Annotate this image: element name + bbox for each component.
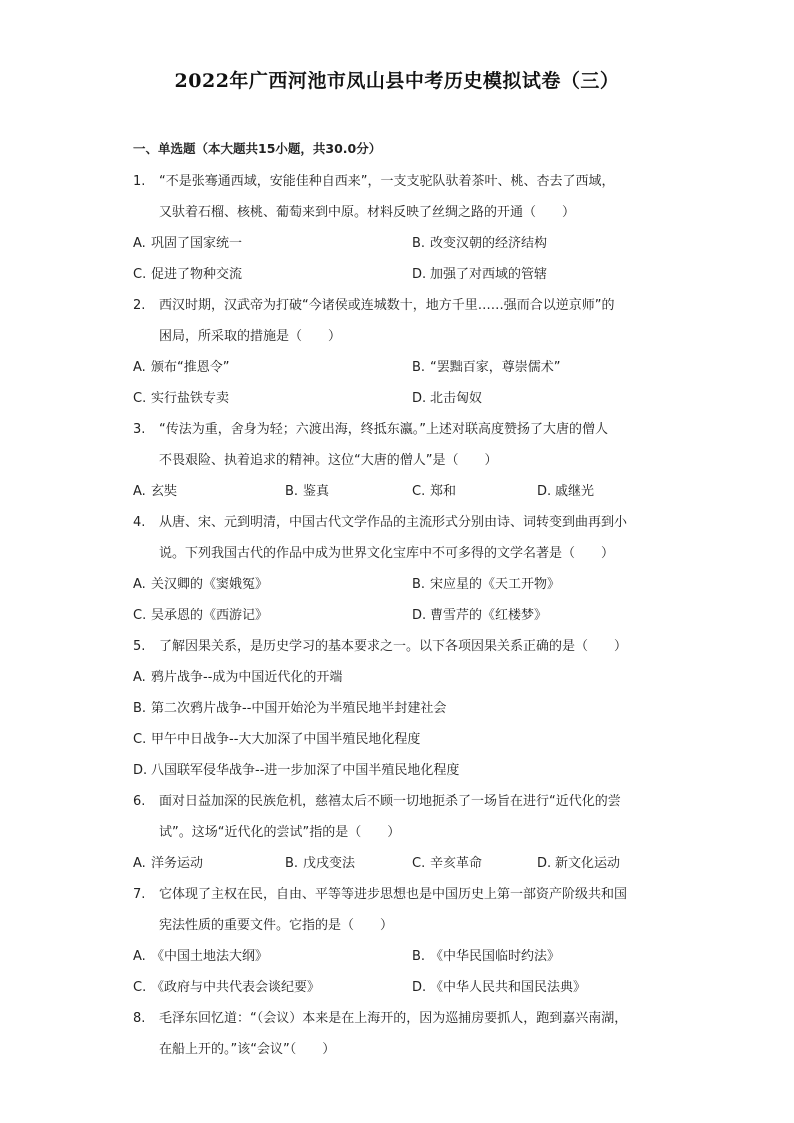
option-b[interactable]: B. 宋应星的《天工开物》: [412, 577, 561, 592]
question-number: 4.: [133, 515, 146, 530]
question-text: 从唐、宋、元到明清，中国古代文学作品的主流形式分别由诗、词转变到曲再到小: [159, 515, 628, 530]
option-b[interactable]: B. 《中华民国临时约法》: [412, 949, 561, 964]
option-c[interactable]: C. 《政府与中共代表会谈纪要》: [133, 980, 321, 995]
option-c[interactable]: C. 吴承恩的《西游记》: [133, 608, 269, 623]
option-a[interactable]: A. 《中国土地法大纲》: [133, 949, 269, 964]
option-d[interactable]: D. 新文化运动: [537, 856, 621, 871]
question-text: 试”。这场“近代化的尝试”指的是（ ）: [159, 825, 401, 840]
question-text: 它体现了主权在民，自由、平等等进步思想也是中国历史上第一部资产阶级共和国: [159, 887, 628, 902]
question-1: [133, 166, 673, 228]
option-b[interactable]: B. 改变汉朝的经济结构: [412, 236, 548, 251]
options-4: [133, 569, 673, 631]
options-2: [133, 352, 673, 414]
option-b[interactable]: B. “罢黜百家，尊崇儒术”: [412, 360, 561, 375]
question-number: 1.: [133, 174, 146, 189]
option-a[interactable]: A. 玄奘: [133, 484, 178, 499]
question-text: “传法为重，舍身为轻；六渡出海，终抵东瀛。”上述对联高度赞扬了大唐的僧人: [159, 422, 608, 437]
question-text: 西汉时期，汉武帝为打破“今诸侯或连城数十，地方千里……强而合以逆京师”的: [159, 298, 615, 313]
question-text: 不畏艰险、执着追求的精神。这位“大唐的僧人”是（ ）: [159, 453, 498, 468]
question-text: 说。下列我国古代的作品中成为世界文化宝库中不可多得的文学名著是（ ）: [159, 546, 615, 561]
option-d[interactable]: D. 加强了对西域的管辖: [412, 267, 548, 282]
option-a[interactable]: A. 巩固了国家统一: [133, 236, 243, 251]
question-2: [133, 290, 673, 352]
option-d[interactable]: D. 戚继光: [537, 484, 595, 499]
options-6: [133, 848, 673, 879]
option-c[interactable]: C. 郑和: [412, 484, 457, 499]
question-number: 5.: [133, 639, 146, 654]
options-1: [133, 228, 673, 290]
option-a[interactable]: A. 鸦片战争--成为中国近代化的开端: [133, 670, 343, 685]
question-text: 毛泽东回忆道：“（会议）本来是在上海开的，因为巡捕房要抓人，跑到嘉兴南湖，: [159, 1011, 628, 1026]
option-d[interactable]: D. 《中华人民共和国民法典》: [412, 980, 587, 995]
question-text: 面对日益加深的民族危机，慈禧太后不顾一切地扼杀了一场旨在进行“近代化的尝: [159, 794, 621, 809]
option-c[interactable]: C. 辛亥革命: [412, 856, 483, 871]
option-c[interactable]: C. 甲午中日战争--大大加深了中国半殖民地化程度: [133, 732, 421, 747]
question-8: [133, 1003, 673, 1065]
question-number: 3.: [133, 422, 146, 437]
question-6: [133, 786, 673, 848]
question-4: [133, 507, 673, 569]
section-heading: 一、单选题（本大题共15小题，共30.0分）: [133, 141, 382, 156]
option-d[interactable]: D. 曹雪芹的《红楼梦》: [412, 608, 548, 623]
question-5: [133, 631, 673, 662]
question-number: 7.: [133, 887, 146, 902]
options-7: [133, 941, 673, 1003]
question-3: [133, 414, 673, 476]
option-a[interactable]: A. 颁布“推恩令”: [133, 360, 230, 375]
question-text: “不是张骞通西域，安能佳种自西来”，一支支驼队驮着茶叶、桃、杏去了西域，: [159, 174, 615, 189]
question-number: 2.: [133, 298, 146, 313]
option-c[interactable]: C. 实行盐铁专卖: [133, 391, 230, 406]
option-b[interactable]: B. 第二次鸦片战争--中国开始沦为半殖民地半封建社会: [133, 701, 447, 716]
option-b[interactable]: B. 鉴真: [285, 484, 330, 499]
page-title: 2022年广西河池市凤山县中考历史模拟试卷（三）: [174, 70, 620, 92]
option-a[interactable]: A. 关汉卿的《窦娥冤》: [133, 577, 269, 592]
question-text: 困局，所采取的措施是（ ）: [159, 329, 342, 344]
question-number: 8.: [133, 1011, 146, 1026]
option-d[interactable]: D. 北击匈奴: [412, 391, 483, 406]
options-3: [133, 476, 673, 507]
option-a[interactable]: A. 洋务运动: [133, 856, 204, 871]
question-text: 了解因果关系，是历史学习的基本要求之一。以下各项因果关系正确的是（ ）: [159, 639, 628, 654]
option-b[interactable]: B. 戊戌变法: [285, 856, 356, 871]
question-text: 在船上开的。”该“会议”（ ）: [159, 1042, 336, 1057]
question-7: [133, 879, 673, 941]
question-number: 6.: [133, 794, 146, 809]
question-text: 宪法性质的重要文件。它指的是（ ）: [159, 918, 394, 933]
options-5: [133, 662, 673, 786]
question-text: 又驮着石榴、核桃、葡萄来到中原。材料反映了丝绸之路的开通（ ）: [159, 205, 576, 220]
option-d[interactable]: D. 八国联军侵华战争--进一步加深了中国半殖民地化程度: [133, 763, 460, 778]
option-c[interactable]: C. 促进了物种交流: [133, 267, 243, 282]
